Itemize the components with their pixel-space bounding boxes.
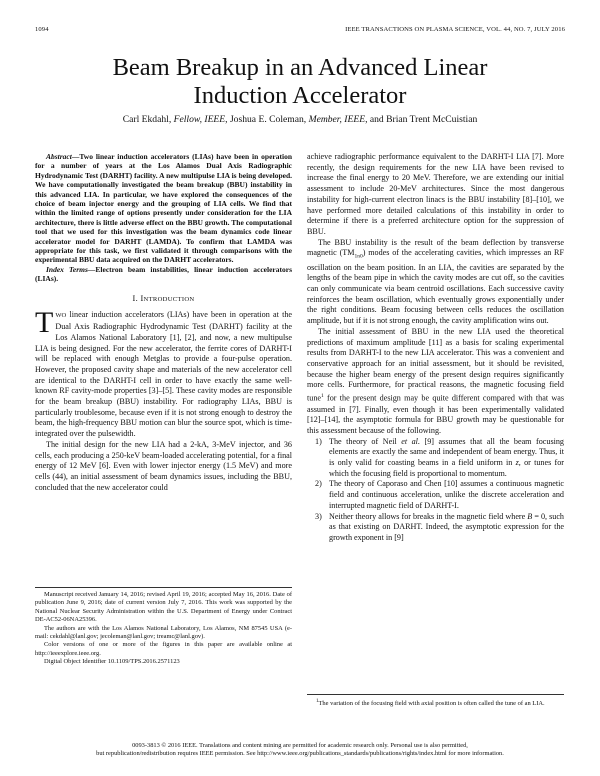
footnote-marker: 1 [316, 699, 319, 704]
right-paragraph-3: The initial assessment of BBU in the new LIA used the theoretical predictions of maximum amplitude [11] as a basis for scaling experimental results from DARHT-I to the new LIA accelerator. This was a convenient and conservative approach for an initial assessment, but it should be revisited, because the higher beam energy of the present design requires significantly more cells. Furthermore, for practical reasons, the magnetic focusing field tune$^1$ for the present design may be quite different compared with that was assumed in [7]. Finally, even though it has been experimentally validated [12]–[14], the asymptotic formula for BBU growth may be questionable for this assessment because of the following. [307, 326, 564, 435]
journal-name: IEEE TRANSACTIONS ON PLASMA SCIENCE, VOL. 44, NO. 7, JULY 2016 [345, 26, 565, 33]
doi-note: Digital Object Identifier 10.1109/TPS.2016.2571123 [44, 658, 180, 666]
right-paragraph-2: The BBU instability is the result of the beam deflection by transverse magnetic $(TM_{1n0})$ modes of the accelerating cavities, which impresses an RF oscillation on the beam position. In an LIA, the cavities are separated by the lengths of the beam pipe in which the cavity modes are cut off, so the cavities can only communicate via beam centroid oscillations. Each successive cavity reinforces the beam oscillation, which eventually grows exponentially under the right conditions. Beam focusing between cells reduces the oscillation amplitude, but if it is not strong enough, the cavity amplification wins out. [307, 237, 564, 326]
copyright-line-1: 0093-3813 © 2016 IEEE. Translations and content mining are permitted for academic research only. Personal use is also permitted, [132, 742, 468, 749]
section-number: I. [132, 293, 141, 303]
title-line-2: Induction Accelerator [193, 82, 407, 109]
copyright-line-2: but republication/redistribution requires IEEE permission. See http://www.ieee.org/publications_standards/publications/rights/index.html for more information. [96, 750, 504, 758]
section-title-rest: NTRODUCTION [143, 295, 195, 303]
author-2-role: Member, IEEE [308, 114, 366, 125]
abstract-label: Abstract— [46, 152, 80, 161]
intro-lead-caps: WO [55, 312, 67, 320]
abstract [35, 152, 292, 265]
title-line-1: Beam Breakup in an Advanced Linear [112, 54, 488, 81]
author-3: , and Brian Trent McCuistian [365, 114, 478, 125]
index-terms-text: Electron beam instabilities, linear induction accelerators (LIAs). [35, 264, 292, 284]
right-paragraph-1: achieve radiographic performance equivalent to the DARHT-I LIA [7]. More recently, the design requirements for the new LIA have been revised to increase the final energy to 20 MeV. Therefore, we are extending our initial assessment to include 20-MeV architectures. Since the most dangerous instability for high-current electron linacs is the BBU instability [8]–[10], we have performed more detailed calculations of this instability in order to determine if there is a preferred architecture option for the suppression of BBU. [307, 152, 564, 236]
page-number: 1094 [35, 26, 49, 33]
drop-cap: T [35, 306, 54, 340]
list-item: 2) The theory of Caporaso and Chen [10] assumes a continuous magnetic field and continuous acceleration, unlike the discrete acceleration and interrupted magnetic field of DARHT-I. [315, 479, 564, 510]
intro-paragraph-2: The initial design for the new LIA had a 2-kA, 3-MeV injector, and 36 cells, each producing a 250-keV beam-loaded accelerating potential, for a final energy of 12 MeV [6]. Even with lower injector energy (1.5 MeV) and more cells (44), an initial assessment of beam dynamics issues, including the BBU, concluded that the new accelerator could [35, 439, 292, 492]
copyright-notice [35, 742, 565, 759]
left-column [35, 152, 292, 493]
left-footnotes [35, 587, 292, 667]
right-footnote [307, 694, 564, 709]
index-terms [35, 265, 292, 284]
intro-paragraph-1 [35, 306, 292, 439]
affiliation-note: The authors are with the Los Alamos National Laboratory, Los Alamos, NM 87545 USA (e-mail: cekdahl@lanl.gov; jecoleman@lanl.gov; treamc@lanl.gov). [35, 624, 292, 641]
color-note: Color versions of one or more of the figures in this paper are available online at http://ieeexplore.ieee.org. [35, 641, 292, 657]
list-item: 3) Neither theory allows for breaks in the magnetic field where B = 0, such as that existing on DARHT. Indeed, the asymptotic expression for the growth exponent in [9] [315, 511, 564, 542]
intro-text-1: linear induction accelerators (LIAs) have been in operation at the Dual Axis Radiographic Hydrodynamic Test (DARHT) facility at the Los Alamos National Laboratory [1], [2], and now, a new multipulse LIA is being designed. For the new accelerator, the ferrite cores of DARHT-I will be replaced with enough Metglas to provide a four-pulse operation. However, the proposed cavity shape and materials of the new accelerator cell are identical to the DARHT-I cell in order to have exactly the same well-known RF cavity-mode properties [3]–[5]. These cavity modes are responsible for the beam breakup (BBU) instability. For radiography LIAs, BBU is particularly troublesome, because even if it is not strong enough to destroy the beam, the high-frequency BBU motion can blur the source spot, which is time-integrated over the pulsewidth. [35, 310, 292, 439]
author-1: Carl Ekdahl, [122, 114, 172, 125]
manuscript-note: Manuscript received January 14, 2016; revised April 19, 2016; accepted May 16, 2016. Date of publication June 9, 2016; date of current version July 7, 2016. This work was supported by the National Nuclear Security Administration within the U.S. Department of Energy under Contract DE-AC52-06NA25396. [35, 591, 292, 624]
author-list [0, 114, 600, 125]
section-heading [35, 294, 292, 306]
author-2: , Joshua E. Coleman, [225, 114, 307, 125]
paper-title [0, 54, 600, 110]
author-1-role: Fellow, IEEE [173, 114, 226, 125]
footnote-text: The variation of the focusing field with axial position is often called the tune of an LIA. [318, 700, 545, 708]
index-terms-label: Index Terms— [46, 264, 96, 274]
assumption-list [307, 437, 564, 544]
right-column [307, 152, 564, 544]
list-item: 1) The theory of Neil et al. [9] assumes that all the beam focusing elements are exactly the same and independent of beam energy. Thus, it is only valid for coasting beams in a field uniform in z, or tunes for which the focusing field is proportional to momentum. [315, 436, 564, 478]
section-title-first: I [140, 293, 144, 303]
abstract-text: Two linear induction accelerators (LIAs) have been in operation for a number of years at the Los Alamos Dual Axis Radiographic Hydrodynamic Test (DARHT) facility. A new multipulse LIA is being developed. We have computationally investigated the beam breakup (BBU) instability in this advanced LIA. In particular, we have explored the consequences of the choice of beam injector energy and the grouping of LIA cells. We find that within the limited range of options presently under consideration for the LIA architecture, there is little adverse effect on the BBU growth. The computational tool that we used for this investigation was the beam dynamics code linear accelerator model for DARHT (LAMDA). To confirm that LAMDA was appropriate for this task, we first validated it through comparisons with the experimental BBU data acquired on the DARHT accelerators. [35, 152, 292, 265]
